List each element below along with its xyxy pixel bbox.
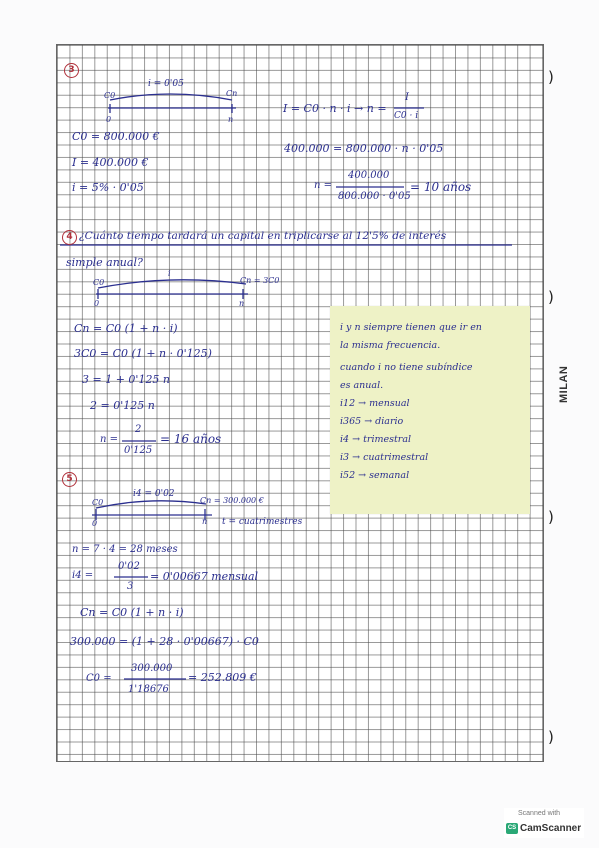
ex4-i-label: i xyxy=(168,269,171,278)
scanner-watermark xyxy=(504,808,584,838)
ex5-i-numerator: 0'02 xyxy=(118,561,140,572)
camscanner-logo-icon: CS xyxy=(506,823,518,834)
ex3-given-rate: i = 5% · 0'05 xyxy=(72,181,144,194)
ex3-formula: I = C0 · n · i → n = xyxy=(283,102,387,115)
ex5-n-line: n = 7 · 4 = 28 meses xyxy=(72,544,178,555)
note-line: i y n siempre tienen que ir en xyxy=(340,322,482,333)
ex5-c0-eq-label: C0 = xyxy=(86,673,112,684)
ex3-n-numerator: 400.000 xyxy=(348,170,390,181)
note-line: la misma frecuencia. xyxy=(340,340,441,351)
ex3-tn-label: n xyxy=(228,115,234,124)
camscanner-text: CamScanner xyxy=(520,823,582,834)
ex3-t0-label: 0 xyxy=(106,115,112,124)
ex4-arc xyxy=(98,280,246,288)
binder-ring-icon: ) xyxy=(548,288,554,306)
ex4-c0-label: C0 xyxy=(93,278,105,287)
ex3-arc xyxy=(110,94,232,100)
ex5-c0-result: = 252.809 € xyxy=(188,671,257,684)
exercise-number-4: 4 xyxy=(62,230,77,245)
ex5-c0-numerator: 300.000 xyxy=(131,663,173,674)
ex3-c0-label: C0 xyxy=(104,91,116,100)
binder-ring-icon: ) xyxy=(548,68,554,86)
ex3-frac-num: I xyxy=(405,92,409,103)
ex3-given-c0: C0 = 800.000 € xyxy=(72,130,160,143)
note-line: i52 → semanal xyxy=(340,470,410,481)
note-line: i4 → trimestral xyxy=(340,434,412,445)
note-line: i365 → diario xyxy=(340,416,404,427)
ex3-cn-label: Cn xyxy=(226,89,238,98)
ex5-i-label: i4 = xyxy=(72,570,94,581)
note-line: i3 → cuatrimestral xyxy=(340,452,429,463)
note-line: es anual. xyxy=(340,380,384,391)
ex5-formula-2: 300.000 = (1 + 28 · 0'00667) · C0 xyxy=(70,635,259,648)
binder-ring-icon: ) xyxy=(548,508,554,526)
ex3-n-denominator: 800.000 · 0'05 xyxy=(338,191,411,202)
notebook-brand: MILAN xyxy=(558,365,570,403)
ex5-tn-label: n xyxy=(202,517,208,526)
ex3-given-interest: I = 400.000 € xyxy=(72,156,149,169)
ex4-cn-label: Cn = 3C0 xyxy=(240,276,280,285)
ex4-tn-label: n xyxy=(239,299,245,308)
binder-ring-icon: ) xyxy=(548,728,554,746)
ex4-line-2: 3C0 = C0 (1 + n · 0'125) xyxy=(74,347,212,360)
ex5-cn-label: Cn = 300.000 € xyxy=(200,496,264,505)
ex3-interest-rate: i = 0'05 xyxy=(148,79,184,89)
ex5-c0-label: C0 xyxy=(92,498,104,507)
ex5-arc xyxy=(96,501,206,508)
ex4-line-4: 2 = 0'125 n xyxy=(90,399,155,412)
ex5-c0-denominator: 1'18676 xyxy=(128,684,169,695)
ex3-n-result: = 10 años xyxy=(410,180,472,194)
ex5-i-denominator: 3 xyxy=(127,581,134,592)
ex3-n-label: n = xyxy=(314,180,332,191)
note-line: cuando i no tiene subíndice xyxy=(340,362,473,373)
ex4-question: ¿Cuánto tiempo tardará un capital en triplicarse al 12'5% de interés xyxy=(79,230,447,242)
exercise-number-3: 3 xyxy=(64,63,79,78)
ex4-line-1: Cn = C0 (1 + n · i) xyxy=(74,322,178,335)
sticky-note xyxy=(330,306,530,514)
note-line: i12 → mensual xyxy=(340,398,410,409)
ex4-line-3: 3 = 1 + 0'125 n xyxy=(82,373,171,386)
exercise-number-5: 5 xyxy=(62,472,77,487)
ex5-i-result: = 0'00667 mensual xyxy=(150,570,259,583)
ex4-n-denominator: 0'125 xyxy=(124,445,153,456)
ex4-t0-label: 0 xyxy=(94,299,100,308)
ex3-substitution: 400.000 = 800.000 · n · 0'05 xyxy=(284,142,444,155)
scanned-with-text: Scanned with xyxy=(518,810,561,817)
ex5-period: t = cuatrimestres xyxy=(222,517,303,527)
ex5-formula-1: Cn = C0 (1 + n · i) xyxy=(80,606,184,619)
ex4-n-label: n = xyxy=(100,434,118,445)
ex4-n-numerator: 2 xyxy=(135,424,142,435)
ex4-n-result: = 16 años xyxy=(160,432,222,446)
ex5-t0-label: 0 xyxy=(92,519,98,528)
ex3-frac-den: C0 · i xyxy=(394,111,419,121)
ex5-i4: i4 = 0'02 xyxy=(133,489,175,499)
ex4-question-cont: simple anual? xyxy=(66,256,143,269)
